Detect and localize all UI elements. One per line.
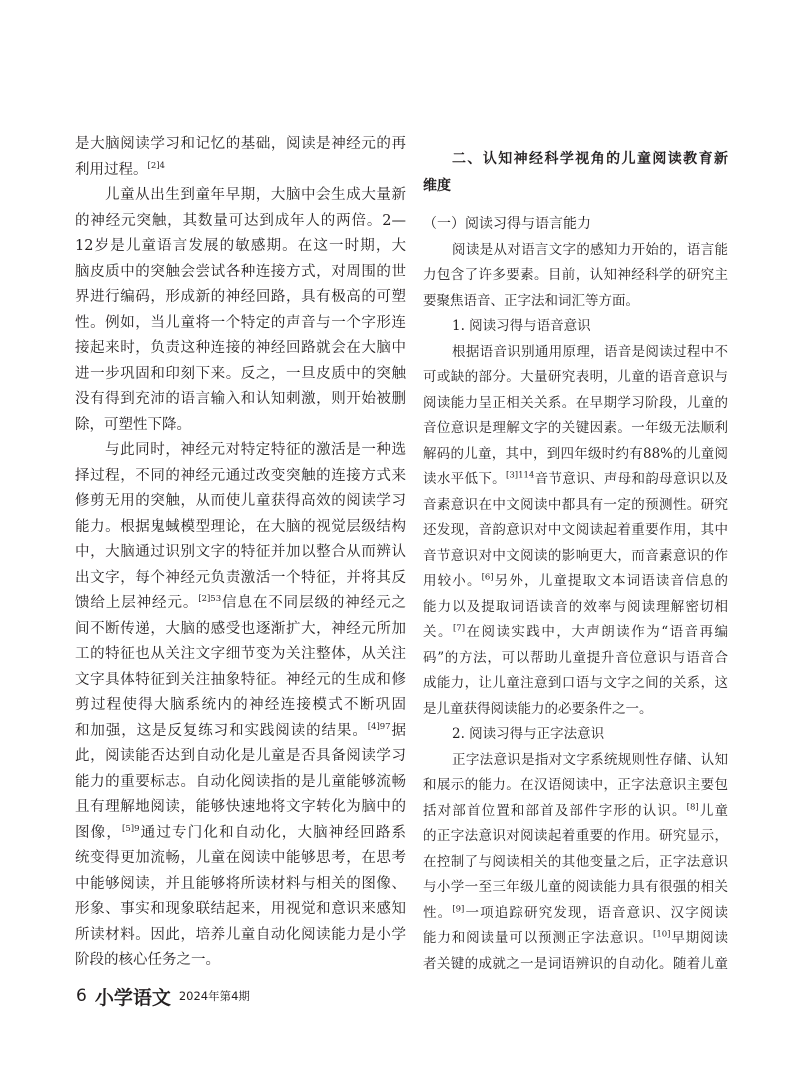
- body-text-line: 统变得更加流畅，儿童在阅读中能够思考，在思考: [75, 850, 406, 866]
- text-segment: 性。: [423, 904, 453, 921]
- body-text-line: 在控制了与阅读相关的其他变量之后，正字法意识: [423, 853, 728, 870]
- citation-ref: [10]: [653, 929, 671, 940]
- section-heading: 维度: [423, 178, 451, 194]
- body-text-line: 所读材料。因此，培养儿童自动化阅读能力是小学: [75, 926, 406, 943]
- citation-ref: [3]114: [506, 470, 535, 481]
- body-text-line: 解码的儿童，其中，到四年级时约有88%的儿童阅: [423, 445, 728, 462]
- text-segment: 能力和阅读量可以预测正字法意识。: [423, 930, 654, 946]
- text-segment: 早期阅读: [670, 930, 729, 946]
- text-segment: 在阅读实践中，大声朗读作为“语音再编: [465, 624, 729, 640]
- text-segment: 括对部首位置和部首及部件字形的认识。: [423, 802, 687, 819]
- text-segment: 图像，: [75, 824, 123, 841]
- body-text-line: 音位意识是理解文字的关键因素。一年级无法顺利: [423, 420, 728, 436]
- body-text-line: 是大脑阅读学习和记忆的基础，阅读是神经元的再: [75, 136, 406, 152]
- body-text-line: 码”的方法，可以帮助儿童提升音位意识与语音合: [423, 649, 728, 666]
- body-text-line: [423, 467, 728, 493]
- body-text-line: 能力。根据鬼蜮模型理论，在大脑的视觉层级结构: [75, 518, 406, 535]
- text-segment: 利用过程。: [75, 161, 148, 178]
- body-text-line: 音节意识对中文阅读的影响更大，而音素意识的作: [423, 547, 728, 564]
- body-text-line: 可或缺的部分。大量研究表明，儿童的语音意识与: [423, 369, 728, 385]
- body-text-line: 12岁是儿童语言发展的敏感期。在这一时期，大: [75, 238, 406, 254]
- body-text-line: 进一步巩固和印刻下来。反之，一旦皮质中的突触: [75, 365, 406, 382]
- body-text-line: [75, 719, 406, 745]
- subsection-heading: （一）阅读习得与语言能力: [423, 216, 591, 232]
- body-text-line: [423, 620, 728, 646]
- citation-ref: [9]: [452, 904, 465, 914]
- text-segment: 另外，儿童提取文本词语读音信息的: [493, 573, 729, 589]
- citation-ref: [8]: [686, 802, 699, 812]
- body-text-line: [423, 901, 728, 927]
- text-segment: 音节意识、声母和韵母意识以及: [534, 471, 729, 487]
- body-text-line: 的神经元突触，其数量可达到成年人的两倍。2—: [75, 212, 406, 229]
- body-text-line: 接起来时，负责这种连接的神经回路就会在大脑中: [75, 340, 406, 356]
- citation-ref: [2]53: [198, 594, 222, 605]
- body-text-line: [423, 926, 728, 952]
- body-text-line: [423, 569, 728, 595]
- body-text-line: 除，可塑性下降。: [75, 416, 191, 433]
- text-segment: 读水平低下。: [423, 471, 507, 487]
- body-text-line: 间不断传递，大脑的感受也逐渐扩大，神经元所加: [75, 620, 406, 637]
- body-text-line: 且有理解地阅读，能够快速地将文字转化为脑中的: [75, 799, 406, 815]
- body-text-line: 能力以及提取词语读音的效率与阅读理解密切相: [423, 598, 728, 615]
- body-text-line: 正字法意识是指对文字系统规则性存储、认知: [452, 751, 728, 768]
- body-text-line: [423, 799, 728, 825]
- body-text-line: 与此同时，神经元对特定特征的激活是一种选: [105, 442, 406, 458]
- body-text-line: 能力的重要标志。自动化阅读指的是儿童能够流畅: [75, 773, 406, 790]
- body-text-line: 工的特征也从关注文字细节变为关注整体，从关注: [75, 646, 406, 662]
- text-segment: 通过专门化和自动化，大脑神经回路系: [139, 824, 407, 841]
- body-text-line: [75, 591, 406, 617]
- body-text-line: 界进行编码，形成新的神经回路，具有极高的可塑: [75, 289, 406, 305]
- body-text-line: 音素意识在中文阅读中都具有一定的预测性。研究: [423, 496, 728, 513]
- text-segment: 儿童: [698, 802, 729, 819]
- page-footer: [76, 984, 250, 1008]
- body-text-line: 与小学一至三年级儿童的阅读能力具有很强的相关: [423, 879, 728, 895]
- right-column: [423, 146, 728, 977]
- body-text-line: 力包含了许多要素。目前，认知神经科学的研究主: [423, 267, 728, 283]
- body-text-line: 此，阅读能否达到自动化是儿童是否具备阅读学习: [75, 748, 406, 764]
- body-text-line: 修剪无用的突触，从而使儿童获得高效的阅读学习: [75, 493, 406, 509]
- journal-logo: 小学语文: [94, 986, 171, 1009]
- citation-ref: [6]: [481, 572, 494, 583]
- text-segment: 据: [390, 722, 407, 739]
- numbered-heading: 1. 阅读习得与语音意识: [452, 318, 591, 334]
- text-segment: 关。: [423, 624, 453, 640]
- body-text-line: 还发现，音韵意识对中文阅读起着重要作用，其中: [423, 522, 728, 538]
- body-text-line: 文字具体特征到关注抽象特征。神经元的生成和修: [75, 671, 406, 688]
- body-text-line: 阶段的核心任务之一。: [75, 952, 220, 968]
- body-text-line: 脑皮质中的突触会尝试各种连接方式，对周围的世: [75, 263, 406, 280]
- citation-ref: [2]4: [147, 160, 165, 171]
- body-text-line: 儿童从出生到童年早期，大脑中会生成大量新: [105, 187, 406, 203]
- body-text-line: 形象、事实和现象联结起来，用视觉和意识来感知: [75, 901, 406, 917]
- body-text-line: 者关键的成就之一是词语辨识的自动化。随着儿童: [423, 955, 728, 972]
- text-segment: 信息在不同层级的神经元之: [221, 595, 407, 611]
- issue-label: 2024年第4期: [178, 989, 250, 1003]
- body-text-line: 要聚焦语音、正字法和词汇等方面。: [423, 292, 639, 309]
- body-text-line: [75, 158, 406, 184]
- body-text-line: 的正字法意识对阅读起着重要的作用。研究显示，: [423, 828, 728, 844]
- body-text-line: [75, 821, 406, 847]
- citation-ref: [4]97: [367, 721, 391, 732]
- body-text-line: 择过程，不同的神经元通过改变突触的连接方式来: [75, 467, 406, 484]
- body-text-line: 阅读是从对语言文字的感知力开始的，语言能: [452, 241, 728, 258]
- body-text-line: 和展示的能力。在汉语阅读中，正字法意识主要包: [423, 777, 728, 793]
- text-segment: 用较小。: [423, 573, 482, 589]
- citation-ref: [5]9: [122, 823, 140, 834]
- citation-ref: [7]: [452, 623, 466, 634]
- page-number: 6: [76, 986, 87, 1006]
- section-heading: 二、认知神经科学视角的儿童阅读教育新: [452, 151, 728, 167]
- left-column: [75, 132, 406, 974]
- body-text-line: 中，大脑通过识别文字的特征并加以整合从而辨认: [75, 544, 406, 560]
- numbered-heading: 2. 阅读习得与正字法意识: [452, 726, 605, 742]
- body-text-line: 剪过程使得大脑系统内的神经连接模式不断巩固: [75, 697, 406, 713]
- text-segment: 和加强，这是反复练习和实践阅读的结果。: [75, 722, 368, 739]
- text-segment: 馈给上层神经元。: [75, 595, 199, 611]
- body-text-line: 阅读能力呈正相关关系。在早期学习阶段，儿童的: [423, 394, 728, 411]
- text-segment: 一项追踪研究发现，语音意识、汉字阅读: [464, 904, 729, 921]
- body-text-line: 成能力，让儿童注意到口语与文字之间的关系，这: [423, 675, 728, 691]
- body-text-line: 中能够阅读，并且能够将所读材料与相关的图像、: [75, 875, 406, 892]
- body-text-line: 性。例如，当儿童将一个特定的声音与一个字形连: [75, 314, 406, 331]
- body-text-line: 根据语音识别通用原理，语音是阅读过程中不: [452, 343, 728, 360]
- body-text-line: 出文字，每个神经元负责激活一个特征，并将其反: [75, 569, 406, 586]
- body-text-line: 是儿童获得阅读能力的必要条件之一。: [423, 700, 653, 717]
- body-text-line: 没有得到充沛的语言输入和认知刺激，则开始被删: [75, 391, 406, 407]
